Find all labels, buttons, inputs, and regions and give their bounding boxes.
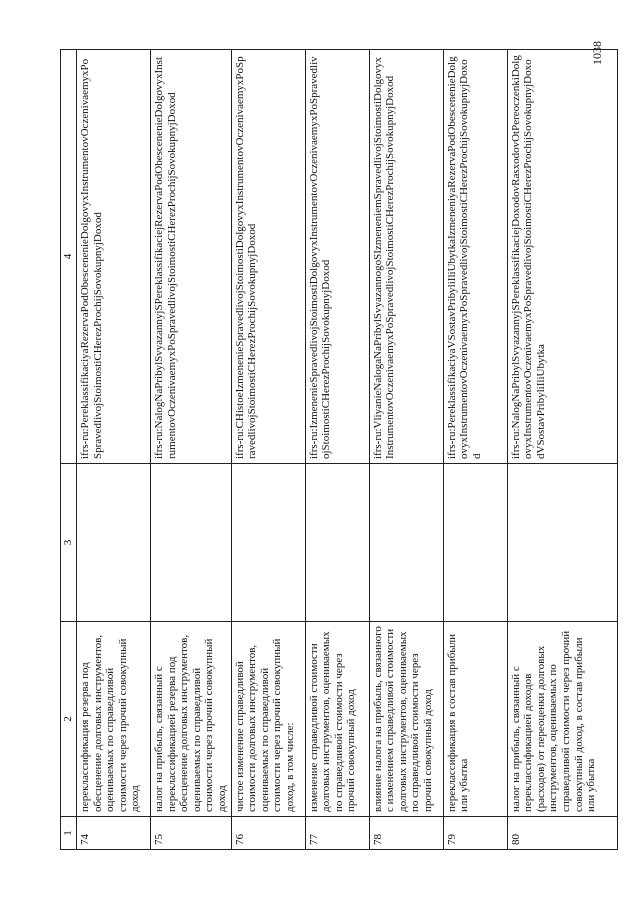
- row-element-code: ifrs-ru:CHistoeIzmenenieSpravedlivojStoimostiDolgovyxInstrumentovOczenivaemyxPoSpravedlivojStoimostiCHerezProchijSovokupnyjDoxod: [231, 50, 305, 464]
- row-element-code: ifrs-ru:PereklassifikaciyaRezervaPodObesceneniеDolgovyxInstrumentovOczenivaemyxPoSpravedlivojStoimostiCHerezProchijSovokupnyjDoxod: [77, 50, 151, 464]
- row-description: изменение справедливой стоимости долговых инструментов, оцениваемых по справедливой стоимости через прочий совокупный доход: [305, 622, 369, 817]
- table-row: [77, 50, 151, 850]
- table-row: [151, 50, 232, 850]
- taxonomy-table: [60, 49, 618, 850]
- row-number: 75: [151, 817, 232, 850]
- table-row: [507, 50, 617, 850]
- row-number: 76: [231, 817, 305, 850]
- row-col-3: [151, 464, 232, 622]
- row-description: чистое изменение справедливой стоимости долговых инструментов, оцениваемых по справедливой стоимости через прочий совокупный доход, в том числе:: [231, 622, 305, 817]
- row-number: 80: [507, 817, 617, 850]
- row-number: 74: [77, 817, 151, 850]
- table-header-row: [61, 50, 77, 850]
- row-col-3: [443, 464, 507, 622]
- row-element-code: ifrs-ru:PereklassifikaciyaVSostavPribyliIliUbytkaIzmeneniyaRezervaPodObesceneniеDolgovyxInstrumentovOczenivaemyxPoSpravedlivojStoimostiCHerezProchijSovokupnyjDoxod: [443, 50, 507, 464]
- header-col-3: 3: [61, 464, 77, 622]
- row-description: влияние налога на прибыль, связанного с изменением справедливой стоимости долговых инструментов, оцениваемых по справедливой стоимости через прочий совокупный доход: [369, 622, 443, 817]
- row-element-code: ifrs-ru:NalogNaPribylSvyazannyjSPereklassifikaciejRezervaPodObesceneniеDolgovyxInstrumentovOczenivaemyxPoSpravedlivojStoimostiCHerezProchijSovokupnyjDoxod: [151, 50, 232, 464]
- row-number: 77: [305, 817, 369, 850]
- table-row: [443, 50, 507, 850]
- row-col-3: [231, 464, 305, 622]
- header-col-4: 4: [61, 50, 77, 464]
- row-description: переклассификация в состав прибыли или убытка: [443, 622, 507, 817]
- row-element-code: ifrs-ru:NalogNaPribylSvyazannyjSPereklassifikaciejDoxodovRasxodovOtPereoczenkiDolgovyxInstrumentovOczenivaemyxPoSpravedlivojStoimostiCHerezProchijSovokupnyjDoxodVSostavPribyliIliUbytka: [507, 50, 617, 464]
- row-number: 78: [369, 817, 443, 850]
- page-number: 1038: [590, 41, 604, 65]
- table-row: [369, 50, 443, 850]
- header-col-2: 2: [61, 622, 77, 817]
- row-number: 79: [443, 817, 507, 850]
- row-description: налог на прибыль, связанный с переклассификацией доходов (расходов) от переоценки долговых инструментов, оцениваемых по справедливой стоимости через прочий совокупный доход, в состав прибыли или убытка: [507, 622, 617, 817]
- row-col-3: [369, 464, 443, 622]
- header-col-1: 1: [61, 817, 77, 850]
- rotated-sheet: [60, 50, 600, 850]
- row-description: налог на прибыль, связанный с переклассификацией резерва под обесценение долговых инструментов, оцениваемых по справедливой стоимости через прочий совокупный доход: [151, 622, 232, 817]
- row-element-code: ifrs-ru:VliyanieNalogaNaPribylSvyazannogoSIzmeneniemSpravedlivojStoimostiDolgovyxInstrumentovOczenivaemyxPoSpravedlivojStoimostiCHerezProchijSovokupnyjDoxod: [369, 50, 443, 464]
- row-description: переклассификация резерва под обесценение долговых инструментов, оцениваемых по справедливой стоимости через прочий совокупный доход: [77, 622, 151, 817]
- table-row: [305, 50, 369, 850]
- row-col-3: [77, 464, 151, 622]
- row-col-3: [507, 464, 617, 622]
- row-element-code: ifrs-ru:IzmenenieSpravedlivojStoimostiDolgovyxInstrumentovOczenivaemyxPoSpravedlivojStoimostiCHerezProchijSovokupnyjDoxod: [305, 50, 369, 464]
- row-col-3: [305, 464, 369, 622]
- table-row: [231, 50, 305, 850]
